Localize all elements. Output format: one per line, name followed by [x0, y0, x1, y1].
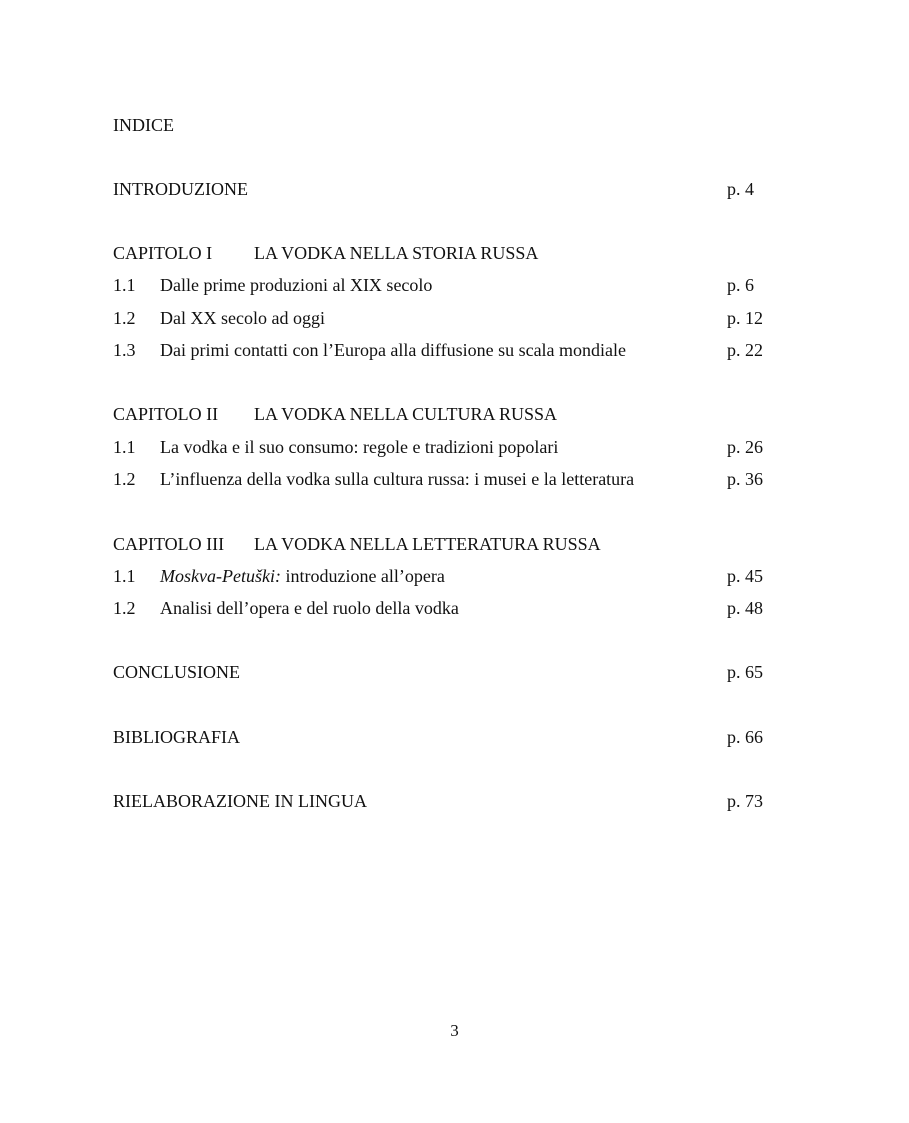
section-number: 1.2 — [113, 469, 136, 489]
chapter-1-heading — [113, 242, 909, 264]
section-title: L’influenza della vodka sulla cultura russa: i musei e la letteratura — [160, 469, 635, 489]
section-title: Dal XX secolo ad oggi — [160, 308, 325, 328]
entry-page: p. 73 — [727, 791, 763, 811]
toc-heading — [113, 114, 909, 136]
chapter-label: CAPITOLO I — [113, 243, 213, 263]
chapter-2-heading — [113, 403, 909, 425]
toc-section — [113, 274, 909, 296]
section-title: Dalle prime produzioni al XIX secolo — [160, 275, 433, 295]
section-number: 1.1 — [113, 275, 136, 295]
section-page: p. 6 — [727, 275, 754, 295]
entry-label: CONCLUSIONE — [113, 662, 241, 682]
entry-page: p. 66 — [727, 727, 763, 747]
section-number: 1.1 — [113, 437, 136, 457]
section-page: p. 22 — [727, 340, 763, 360]
section-number: 1.2 — [113, 308, 136, 328]
section-page: p. 12 — [727, 308, 763, 328]
toc-section — [113, 339, 909, 361]
section-number: 1.3 — [113, 340, 136, 360]
toc-entry-rework — [113, 790, 909, 812]
section-title: Dai primi contatti con l’Europa alla diffusione su scala mondiale — [160, 340, 627, 360]
section-title: La vodka e il suo consumo: regole e tradizioni popolari — [160, 437, 559, 457]
toc-entry-bibliography — [113, 726, 909, 748]
section-number: 1.2 — [113, 598, 136, 618]
chapter-title: LA VODKA NELLA STORIA RUSSA — [254, 243, 539, 263]
chapter-title: LA VODKA NELLA CULTURA RUSSA — [254, 404, 558, 424]
section-title: Analisi dell’opera e del ruolo della vodka — [160, 598, 459, 618]
toc-section — [113, 565, 909, 587]
chapter-label: CAPITOLO II — [113, 404, 219, 424]
entry-label: BIBLIOGRAFIA — [113, 727, 241, 747]
chapter-title: LA VODKA NELLA LETTERATURA RUSSA — [254, 534, 601, 554]
section-page: p. 36 — [727, 469, 763, 489]
toc-section — [113, 307, 909, 329]
section-page: p. 45 — [727, 566, 763, 586]
entry-page: p. 65 — [727, 662, 763, 682]
entry-label: RIELABORAZIONE IN LINGUA — [113, 791, 367, 811]
toc-section — [113, 436, 909, 458]
chapter-3-heading — [113, 533, 909, 555]
chapter-label: CAPITOLO III — [113, 534, 225, 554]
toc-section — [113, 468, 909, 490]
section-page: p. 48 — [727, 598, 763, 618]
section-title-rest: introduzione all’opera — [280, 566, 445, 586]
entry-page: p. 4 — [727, 179, 754, 199]
section-title — [160, 565, 445, 587]
section-number: 1.1 — [113, 566, 136, 586]
section-page: p. 26 — [727, 437, 763, 457]
toc-section — [113, 597, 909, 619]
page-number: 3 — [450, 1021, 459, 1040]
entry-label: INTRODUZIONE — [113, 179, 248, 199]
toc-entry-conclusion — [113, 661, 909, 683]
toc-entry-introduction — [113, 178, 909, 200]
toc-heading-text: INDICE — [113, 115, 174, 135]
section-title-italic: Moskva-Petuški: — [160, 566, 281, 586]
